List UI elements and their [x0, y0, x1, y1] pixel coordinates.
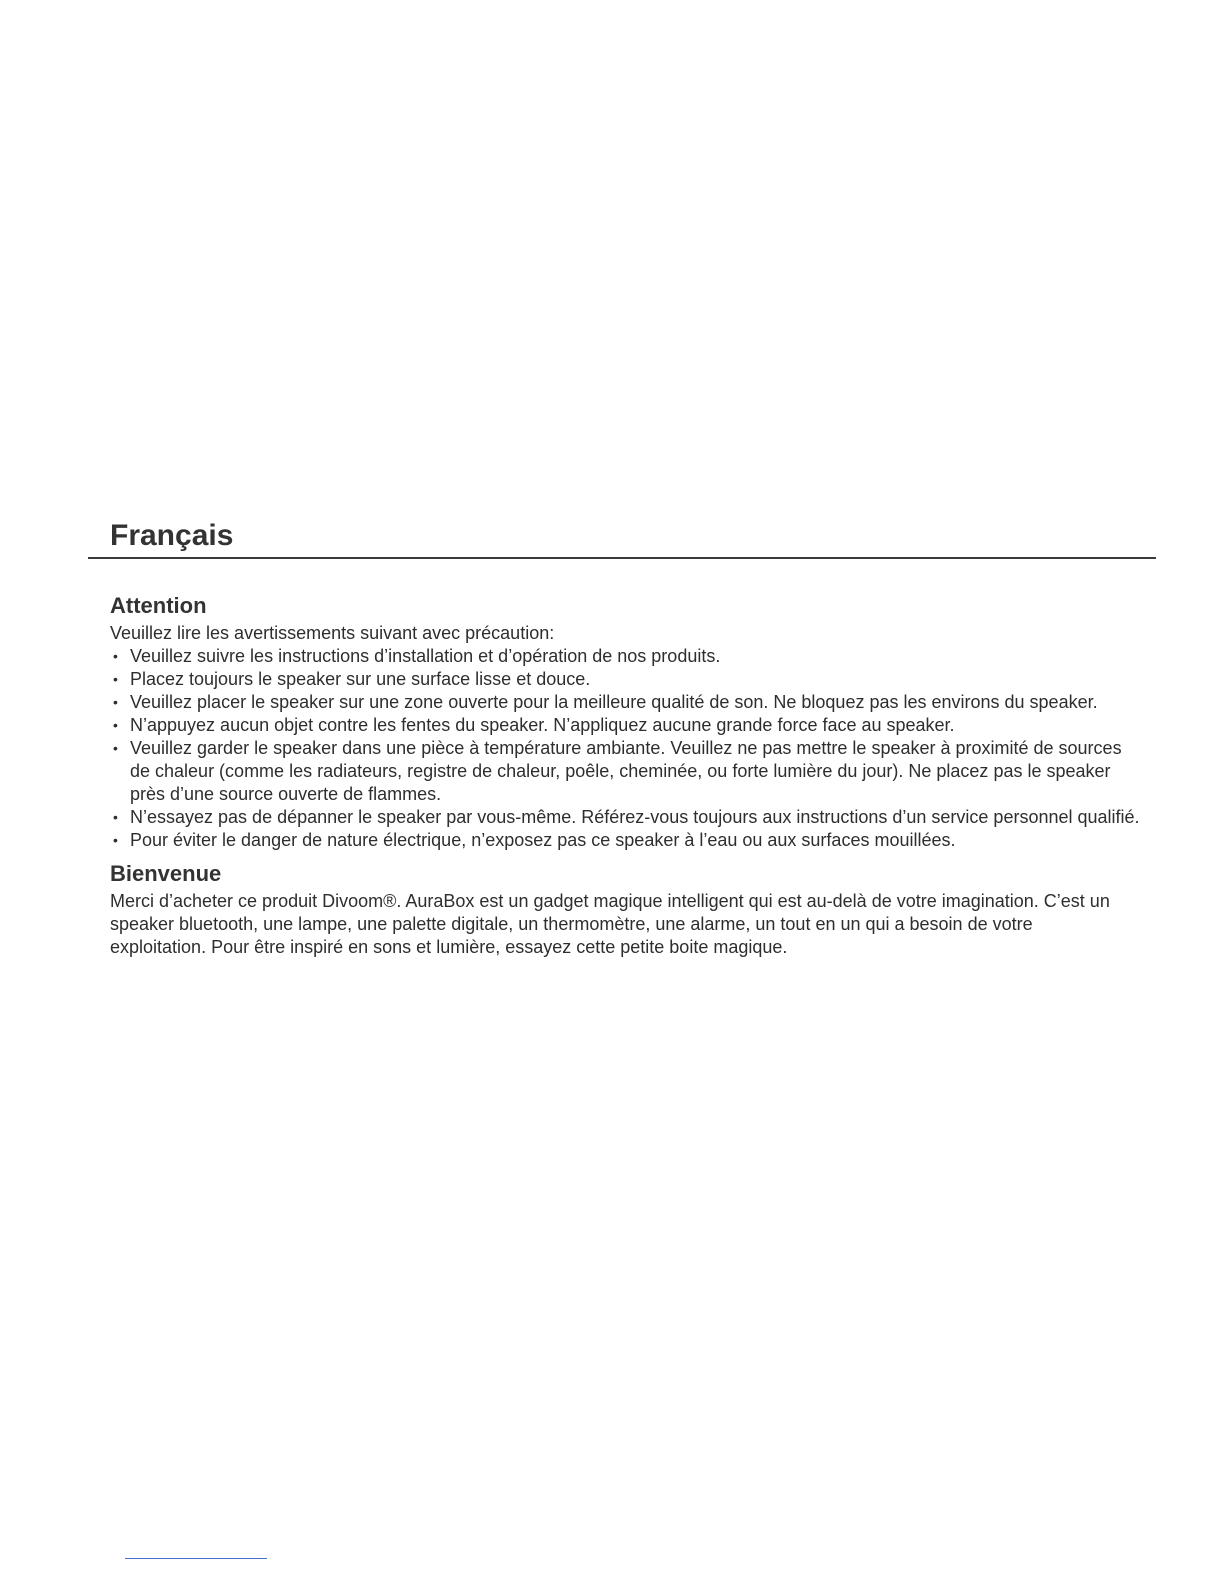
list-item: [110, 829, 1140, 852]
list-item: [110, 668, 1140, 691]
list-item-text: N’essayez pas de dépanner le speaker par vous-même. Référez-vous toujours aux instructions d’un service personnel qualifié.: [130, 807, 1140, 827]
list-item-text: Veuillez garder le speaker dans une pièce à température ambiante. Veuillez ne pas mettre le speaker à proximité de sources de chaleur (comme les radiateurs, registre de chaleur, poêle, cheminée, ou forte lumière du jour). Ne placez pas le speaker près d’une source ouverte de flammes.: [130, 738, 1122, 804]
footer-line: [125, 1558, 267, 1559]
list-item-text: Veuillez suivre les instructions d’installation et d’opération de nos produits.: [130, 646, 721, 666]
content-block: [110, 590, 1140, 959]
bullet-icon: •: [113, 671, 118, 687]
bullet-icon: •: [113, 740, 118, 756]
warning-list: [110, 645, 1140, 852]
welcome-text: Merci d’acheter ce produit Divoom®. AuraBox est un gadget magique intelligent qui est au-delà de votre imagination. C’est un speaker bluetooth, une lampe, une palette digitale, un thermomètre, une alarme, un tout en un qui a besoin de votre exploitation. Pour être inspiré en sons et lumière, essayez cette petite boite magique.: [110, 891, 1110, 957]
welcome-heading: Bienvenue: [110, 861, 222, 886]
bullet-icon: •: [113, 648, 118, 664]
bullet-icon: •: [113, 717, 118, 733]
bullet-icon: •: [113, 809, 118, 825]
list-item: [110, 737, 1140, 806]
bullet-icon: •: [113, 694, 118, 710]
list-item: [110, 691, 1140, 714]
list-item-text: Veuillez placer le speaker sur une zone ouverte pour la meilleure qualité de son. Ne bloquez pas les environs du speaker.: [130, 692, 1098, 712]
language-title: Français: [110, 519, 234, 552]
attention-heading: Attention: [110, 593, 207, 618]
bullet-icon: •: [113, 832, 118, 848]
list-item: [110, 645, 1140, 668]
list-item-text: Pour éviter le danger de nature électrique, n’exposez pas ce speaker à l’eau ou aux surfaces mouillées.: [130, 830, 956, 850]
list-item-text: Placez toujours le speaker sur une surface lisse et douce.: [130, 669, 591, 689]
list-item: [110, 714, 1140, 737]
list-item: [110, 806, 1140, 829]
attention-intro: Veuillez lire les avertissements suivant avec précaution:: [110, 623, 555, 643]
list-item-text: N’appuyez aucun objet contre les fentes du speaker. N’appliquez aucune grande force face au speaker.: [130, 715, 955, 735]
title-divider: [88, 557, 1156, 559]
